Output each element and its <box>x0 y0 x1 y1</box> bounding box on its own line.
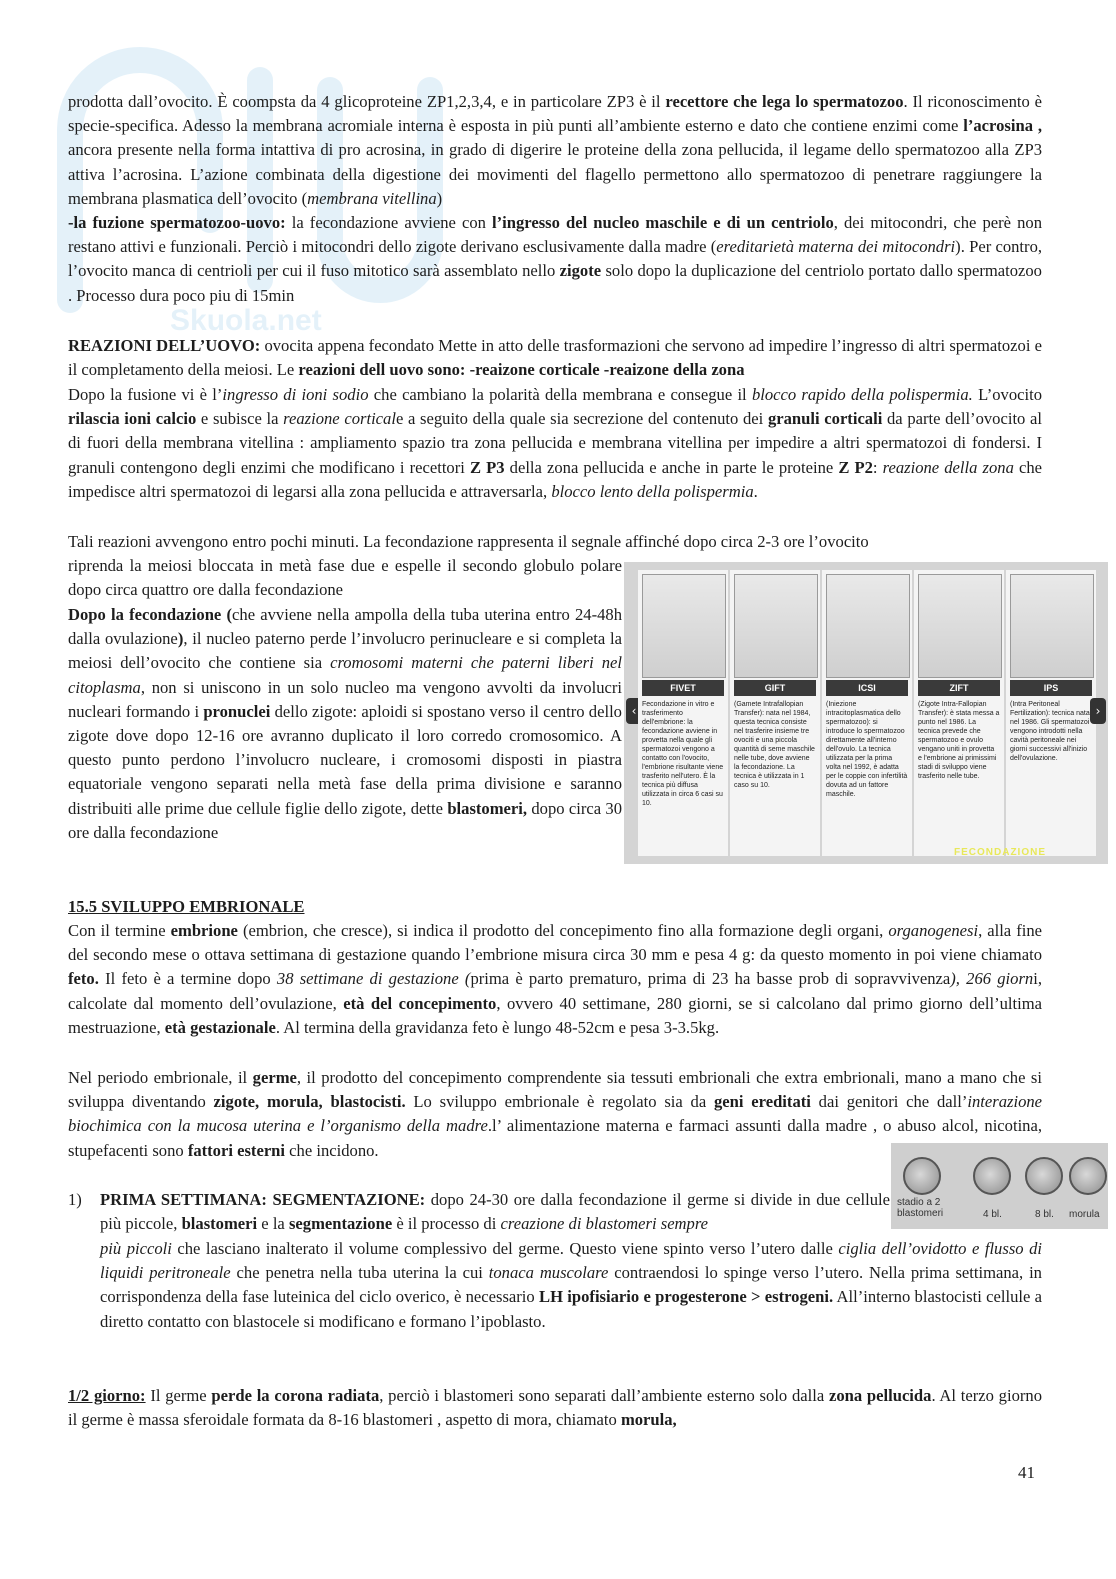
four-cell-stage-icon <box>973 1157 1011 1195</box>
eight-cell-stage-icon <box>1025 1157 1063 1195</box>
svg-text:Skuola.net: Skuola.net <box>170 304 322 337</box>
uterus-illustration <box>734 574 818 678</box>
panel-ips: IPS (Intra Peritoneal Fertilization): tecnica nata nel 1986. Gli spermatozoi vengono introdotti nella cavità peritoneale nei giorni successivi all'inizio dell'ovulazione. <box>1006 570 1096 856</box>
cleavage-stages-figure: stadio a 2 blastomeri 4 bl. 8 bl. morula <box>891 1143 1108 1229</box>
chevron-right-icon[interactable]: › <box>1090 698 1106 724</box>
paragraph-zona-pellucida: prodotta dall’ovocito. È coompsta da 4 glicoproteine ZP1,2,3,4, e in particolare ZP3 è il recettore che lega lo spermatozoo. Il riconoscimento è specie-specifica. Adesso la membrana acromiale interna è esposta in più punti all’ambiente esterno e dato che contiene enzimi come l’acrosina , ancora presente nella forma intattiva di pro acrosina, in grado di digerire le proteine della zona pellucida, il legame dello spermatozoo alla ZP3 attiva l’acrosina. L’azione combinata della digestione dei movimenti del flagello permettono allo spermatozoo di penetrare raggiungere la membrana plasmatica dell’ovocito (membrana vitellina) <box>68 92 1043 208</box>
page-number: 41 <box>1018 1463 1035 1482</box>
two-cell-stage-icon <box>903 1157 941 1195</box>
paragraph-tali-reazioni-cont: riprenda la meiosi bloccata in metà fase due e espelle il secondo globulo polare dopo circa quattro ore dalla fecondazione <box>68 556 622 600</box>
ovocyte-illustration <box>826 574 910 678</box>
panel-icsi: ICSI (Iniezione intracitoplasmatica dello spermatozoo): si introduce lo spermatozoo direttamente all'interno dell'ovulo. La tecnica utilizzata per la prima volta nel 1992, è adatta per le coppie con infertilità dovuta ad un fattore maschile. <box>822 570 912 856</box>
list-item-segmentazione: PRIMA SETTIMANA: SEGMENTAZIONE: dopo 24-30 ore dalla fecondazione il germe si divide in due cellule più piccole, blastomeri e la segmentazione è il processo di creazione di blastomeri sempre <box>100 1190 890 1234</box>
paragraph-giorno: 1/2 giorno: Il germe perde la corona radiata, perciò i blastomeri sono separati dall’ambiente esterno solo dalla zona pellucida. Al terzo giorno il germe è massa sferoidale formata da 8-16 blastomeri , aspetto di mora, chiamato morula, <box>68 1386 1042 1430</box>
morula-icon <box>1069 1157 1107 1195</box>
paragraph-tali-reazioni: Tali reazioni avvengono entro pochi minuti. La fecondazione rappresenta il segnale affinché dopo circa 2-3 ore l’ovocito <box>68 532 869 551</box>
section-heading: 15.5 SVILUPPO EMBRIONALE <box>68 897 305 916</box>
figure-caption: FECONDAZIONE <box>954 847 1046 858</box>
chevron-left-icon[interactable]: ‹ <box>626 698 642 724</box>
list-item-segmentazione-cont: più piccoli che lasciano inalterato il volume complessivo del germe. Questo viene spinto verso l’utero dalle ciglia dell’ovidotto e flusso di liquidi peritroneale che penetra nella tuba uterina la cui tonaca muscolare contraendosi lo spinge verso l’utero. Nella prima settimana, in corrispondenza della fase luteinica del ciclo overico, è necessario LH ipofisiario e progesterone > estrogeni. All’interno blastocisti cellule a diretto contatto con blastocele si modificano e formano l’ipoblasto. <box>100 1239 1043 1331</box>
paragraph-polispermia: Dopo la fusione vi è l’ingresso di ioni sodio che cambiano la polarità della membrana e consegue il blocco rapido della polispermia. L’ovocito rilascia ioni calcio e subisce la reazione corticale a seguito della quale sia secrezione del contenuto dei granuli corticali da parte dell’ovocito al di fuori della membrana vitellina : ampliamento spazio tra zona pellucida e membrana vitellina per impedire a altri spermatozoi di fondersi. I granuli contengono degli enzimi che modificano i recettori Z P3 della zona pellucida e anche in parte le proteine Z P2: reazione della zona che impedisce altri spermatozoi di legarsi alla zona pellucida e attraversarla, blocco lento della polispermia. <box>68 385 1043 501</box>
paragraph-periodo-embrionale: Nel periodo embrionale, il germe, il prodotto del concepimento comprendente sia tessuti embrionali che extra embrionali, mano a mano che si sviluppa diventando zigote, morula, blastocisti. Lo sviluppo embrionale è regolato sia da geni ereditati dai genitori che dall’interazione biochimica con la mucosa uterina e l’organismo della madre.l’ alimentazione materna e farmaci assunti dalla madre , o abuso alcol, nicotina, stupefacenti sono fattori esterni che incidono. <box>68 1068 1043 1160</box>
panel-gift: GIFT (Gamete Intrafallopian Transfer): nata nel 1984, questa tecnica consiste nel trasferire insieme tre ovociti e una piccola quantità di seme maschile nelle tube, dove avviene la fecondazione. La tecnica è utilizzata in 1 caso su 10. <box>730 570 820 856</box>
ivf-techniques-figure <box>624 562 1108 864</box>
paragraph-dopo-fecondazione: Dopo la fecondazione (che avviene nella ampolla della tuba uterina entro 24-48h dalla ovulazione), il nucleo paterno perde l’involucro perinucleare e si completa la meiosi dell’ovocito che contiene sia cromosomi materni che paterni liberi nel citoplasma, non si uniscono in un solo nucleo ma vengono avvolti da involucri nucleari formando i pronuclei dello zigote: aploidi si spostano verso il centro dello zigote dove dopo 12-16 ore avranno duplicato il loro corredo cromosomico. A questo punto perdono l’involucro nucleare, i cromosomi disposti in piastra equatoriale vengono separati nella metà fase della prima divisione e saranno distribuiti alle prime due cellule figlie dello zigote, dette blastomeri, dopo circa 30 ore dalla fecondazione <box>68 605 623 842</box>
uterus-illustration <box>1010 574 1094 678</box>
paragraph-embrione: Con il termine embrione (embrion, che cresce), si indica il prodotto del concepimento fino alla formazione degli organi, organogenesi, alla fine del secondo mese o ottava settimana di gestazione quando l’embrione misura circa 30 mm e pesa 4 g: da questo momento in poi viene chiamato feto. Il feto è a termine dopo 38 settimane di gestazione (prima è parto prematuro, prima di 23 ha basse prob di sopravvivenza), 266 giorni, calcolate dal momento dell’ovulazione, età del concepimento, ovvero 40 settimane, 280 giorni, se si calcolano dal primo giorno dell’ultima mestruazione, età gestazionale. Al termina della gravidanza feto è lungo 48-52cm e pesa 3-3.5kg. <box>68 921 1043 1037</box>
panel-zift: ZIFT (Zigote Intra-Fallopian Transfer): è stata messa a punto nel 1986. La tecnica prevede che spermatozoo e ovulo vengano uniti in provetta e l'embrione ai primissimi stadi di sviluppo viene trasferito nelle tube. <box>914 570 1004 856</box>
panel-fivet: FIVET Fecondazione in vitro e trasferimento dell'embrione: la fecondazione avviene in provetta nella quale gli spermatozoi vengono a contatto con l'ovocito, l'embrione risultante viene trasferito nell'utero. È la tecnica più diffusa utilizzata in circa 6 casi su 10. <box>638 570 728 856</box>
uterus-illustration <box>918 574 1002 678</box>
paragraph-reazioni-uovo: REAZIONI DELL’UOVO: ovocita appena fecondato Mette in atto delle trasformazioni che servono ad impedire l’ingresso di altri spermatozoi e il completamento della meiosi. Le reazioni dell uovo sono: -reaizone corticale -reaizone della zona <box>68 336 1042 380</box>
list-number: 1) <box>68 1190 82 1209</box>
paragraph-fusione: -la fuzione spermatozoo-uovo: la fecondazione avviene con l’ingresso del nucleo maschile e di un centriolo, dei mitocondri, che perè non restano attivi e funzionali. Perciò i mitocondri dello zigote derivano esclusivamente dalla madre (ereditarietà materna dei mitocondri). Per contro, l’ovocito manca di centrioli per cui il fuso mitotico sarà assemblato nello zigote solo dopo la duplicazione del centriolo portato dallo spermatozoo . Processo dura poco piu di 15min <box>68 213 1043 305</box>
uterus-illustration <box>642 574 726 678</box>
